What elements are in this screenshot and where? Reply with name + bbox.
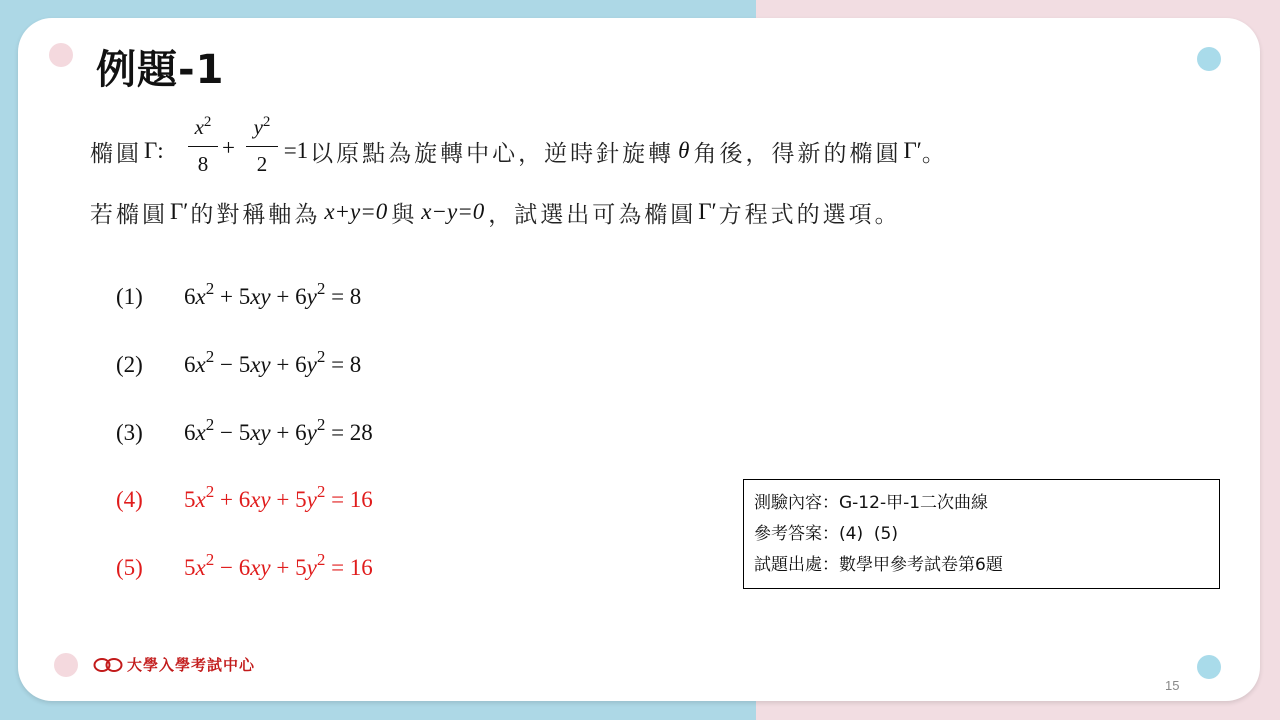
curve-gamma-prime: Γ′ bbox=[170, 199, 189, 224]
option-label: (3) bbox=[116, 420, 143, 445]
decor-dot-top-right bbox=[1197, 47, 1221, 71]
problem-text: 若橢圓 bbox=[90, 201, 168, 228]
axis-equation-2: x−y=0 bbox=[421, 199, 485, 224]
decor-dot-top-left bbox=[49, 43, 73, 67]
problem-text: 角後，得新的橢圓 bbox=[693, 140, 902, 167]
option-equation: $6x^2 - 5xy + 6y^2 = 28$ bbox=[184, 415, 373, 445]
option-4 bbox=[116, 482, 373, 513]
info-content: 測驗內容：G-12-甲-1二次曲線 bbox=[754, 493, 989, 513]
curve-gamma-prime: Γ′ bbox=[903, 138, 922, 163]
option-equation: $5x^2 + 6xy + 5y^2 = 16$ bbox=[184, 482, 373, 512]
ceec-logo bbox=[93, 654, 255, 675]
problem-text: 橢圓 bbox=[90, 140, 142, 167]
slide-title: 例題-1 bbox=[96, 47, 225, 93]
info-box bbox=[743, 479, 1220, 589]
frac-numerator: x bbox=[194, 115, 204, 139]
problem-text: 方程式的選項。 bbox=[718, 201, 901, 228]
plus-sign: + bbox=[222, 135, 235, 160]
curve-gamma: Γ: bbox=[144, 138, 164, 163]
logo-text: 大學入學考試中心 bbox=[127, 656, 256, 674]
option-label: (1) bbox=[116, 284, 143, 309]
decor-dot-bottom-left bbox=[54, 653, 78, 677]
option-1 bbox=[116, 279, 362, 310]
option-equation: $6x^2 + 5xy + 6y^2 = 8$ bbox=[184, 279, 362, 309]
problem-text: 與 bbox=[391, 201, 418, 228]
theta-symbol: θ bbox=[678, 138, 690, 163]
option-5 bbox=[116, 550, 373, 581]
option-equation: $6x^2 - 5xy + 6y^2 = 8$ bbox=[184, 347, 362, 377]
ceec-logo-icon bbox=[93, 656, 123, 674]
frac-denominator: 2 bbox=[256, 152, 268, 176]
problem-text: 。 bbox=[921, 140, 948, 167]
option-2 bbox=[116, 347, 362, 378]
curve-gamma-prime: Γ′ bbox=[698, 199, 717, 224]
fraction-x2-over-8: $x^2$ 8 bbox=[188, 108, 218, 182]
option-label: (5) bbox=[116, 555, 143, 580]
option-3 bbox=[116, 415, 373, 446]
option-label: (4) bbox=[116, 487, 143, 512]
info-answer: 參考答案：(4) (5) bbox=[754, 524, 898, 544]
decor-dot-bottom-right bbox=[1197, 655, 1221, 679]
option-label: (2) bbox=[116, 352, 143, 377]
problem-line-1 bbox=[90, 134, 948, 168]
fraction-y2-over-2: $y^2$ 2 bbox=[246, 108, 278, 182]
frac-numerator: y bbox=[253, 115, 263, 139]
frac-denominator: 8 bbox=[197, 152, 209, 176]
page-number: 15 bbox=[1165, 678, 1180, 693]
axis-equation-1: x+y=0 bbox=[324, 199, 388, 224]
problem-text: 以原點為旋轉中心，逆時針旋轉 bbox=[310, 140, 675, 167]
problem-text: ，試選出可為橢圓 bbox=[488, 201, 697, 228]
problem-text: 的對稱軸為 bbox=[190, 201, 321, 228]
option-equation: $5x^2 - 6xy + 5y^2 = 16$ bbox=[184, 550, 373, 580]
equation-rhs: =1 bbox=[283, 138, 309, 163]
info-source: 試題出處：數學甲參考試卷第6題 bbox=[754, 555, 1003, 575]
problem-line-2 bbox=[90, 195, 901, 229]
